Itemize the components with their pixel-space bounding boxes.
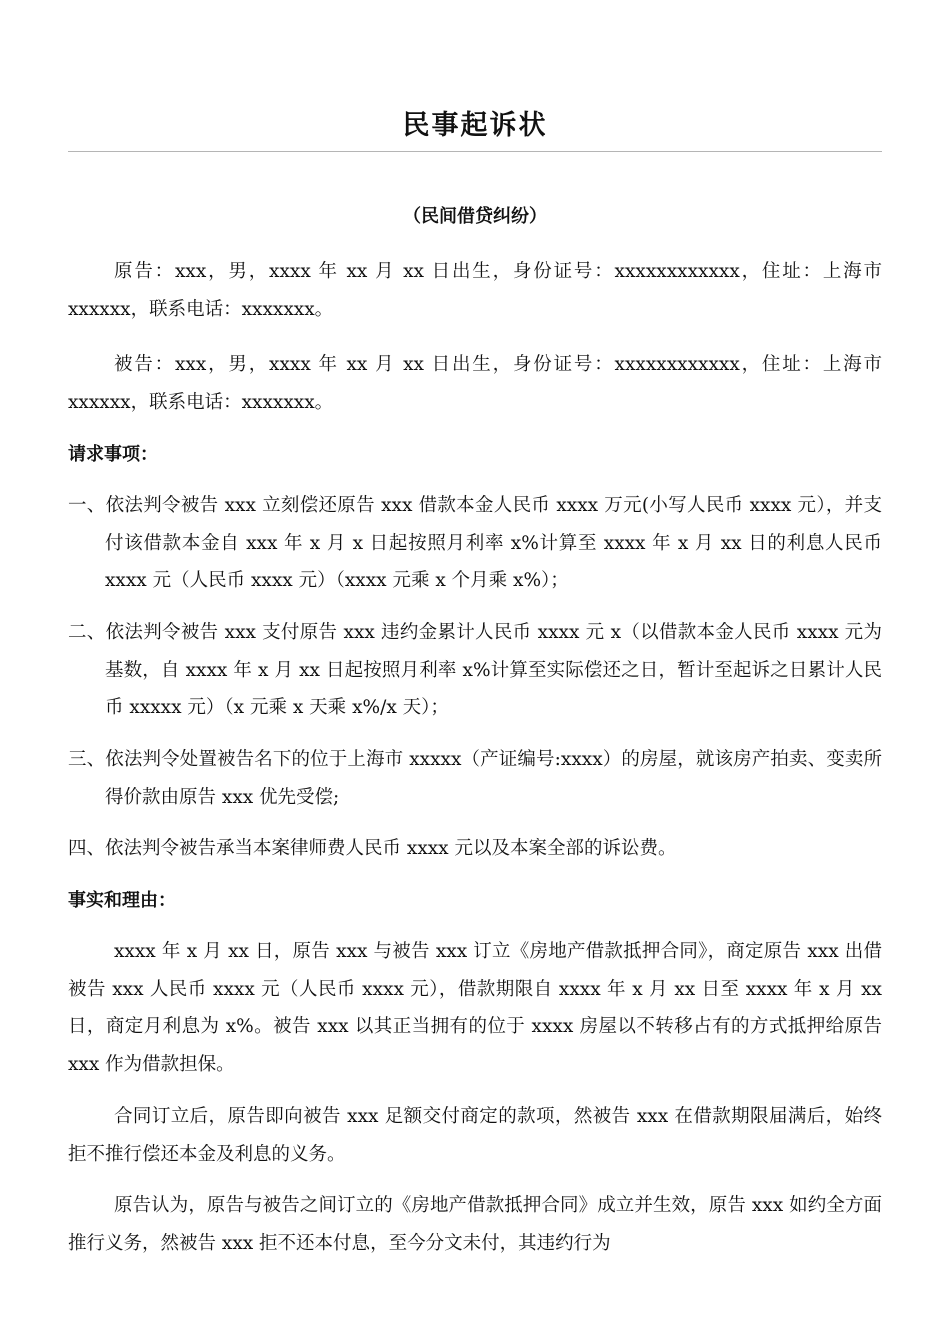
claim-item-1: 一、依法判令被告 xxx 立刻偿还原告 xxx 借款本金人民币 xxxx 万元(小写人民币 xxxx 元），并支付该借款本金自 xxx 年 x 月 x 日起按照月利率 x%计算至 xxxx 年 x 月 xx 日的利息人民币 xxxx 元（人民币 xxxx 元）（xxxx 元乘 x 个月乘 x%）； [68, 495, 882, 591]
claims-heading: 请求事项： [68, 444, 158, 465]
defendant-paragraph: 被告：xxx，男，xxxx 年 xx 月 xx 日出生，身份证号：xxxxxxxxxxxx，住址：上海市 xxxxxx，联系电话：xxxxxxx。 [68, 354, 882, 413]
document-title: 民事起诉状 [402, 110, 548, 141]
title-divider [68, 151, 882, 152]
claim-item-4: 四、依法判令被告承当本案律师费人民币 xxxx 元以及本案全部的诉讼费。 [68, 838, 677, 859]
facts-paragraph-2: 合同订立后，原告即向被告 xxx 足额交付商定的款项，然被告 xxx 在借款期限届满后，始终拒不推行偿还本金及利息的义务。 [68, 1106, 882, 1165]
facts-paragraph-1: xxxx 年 x 月 xx 日，原告 xxx 与被告 xxx 订立《房地产借款抵押合同》，商定原告 xxx 出借被告 xxx 人民币 xxxx 元（人民币 xxxx 元），借款期限自 xxxx 年 x 月 xx 日至 xxxx 年 x 月 xx 日，商定月利息为 x%。被告 xxx 以其正当拥有的位于 xxxx 房屋以不转移占有的方式抵押给原告 xxx 作为借款担保。 [68, 941, 882, 1075]
claim-item-3: 三、依法判令处置被告名下的位于上海市 xxxxx（产证编号:xxxx）的房屋，就该房产拍卖、变卖所得价款由原告 xxx 优先受偿; [68, 749, 882, 808]
facts-heading: 事实和理由： [68, 890, 176, 911]
claim-item-2: 二、依法判令被告 xxx 支付原告 xxx 违约金累计人民币 xxxx 元 x（以借款本金人民币 xxxx 元为基数，自 xxxx 年 x 月 xx 日起按照月利率 x%计算至实际偿还之日，暂计至起诉之日累计人民币 xxxxx 元）（x 元乘 x 天乘 x%/x 天）； [68, 622, 882, 718]
plaintiff-paragraph: 原告：xxx，男，xxxx 年 xx 月 xx 日出生，身份证号：xxxxxxxxxxxx，住址：上海市 xxxxxx，联系电话：xxxxxxx。 [68, 261, 882, 320]
facts-paragraph-3: 原告认为，原告与被告之间订立的《房地产借款抵押合同》成立并生效，原告 xxx 如约全方面推行义务，然被告 xxx 拒不还本付息，至今分文未付，其违约行为 [68, 1195, 882, 1254]
document-subtitle: （民间借贷纠纷） [403, 206, 547, 227]
